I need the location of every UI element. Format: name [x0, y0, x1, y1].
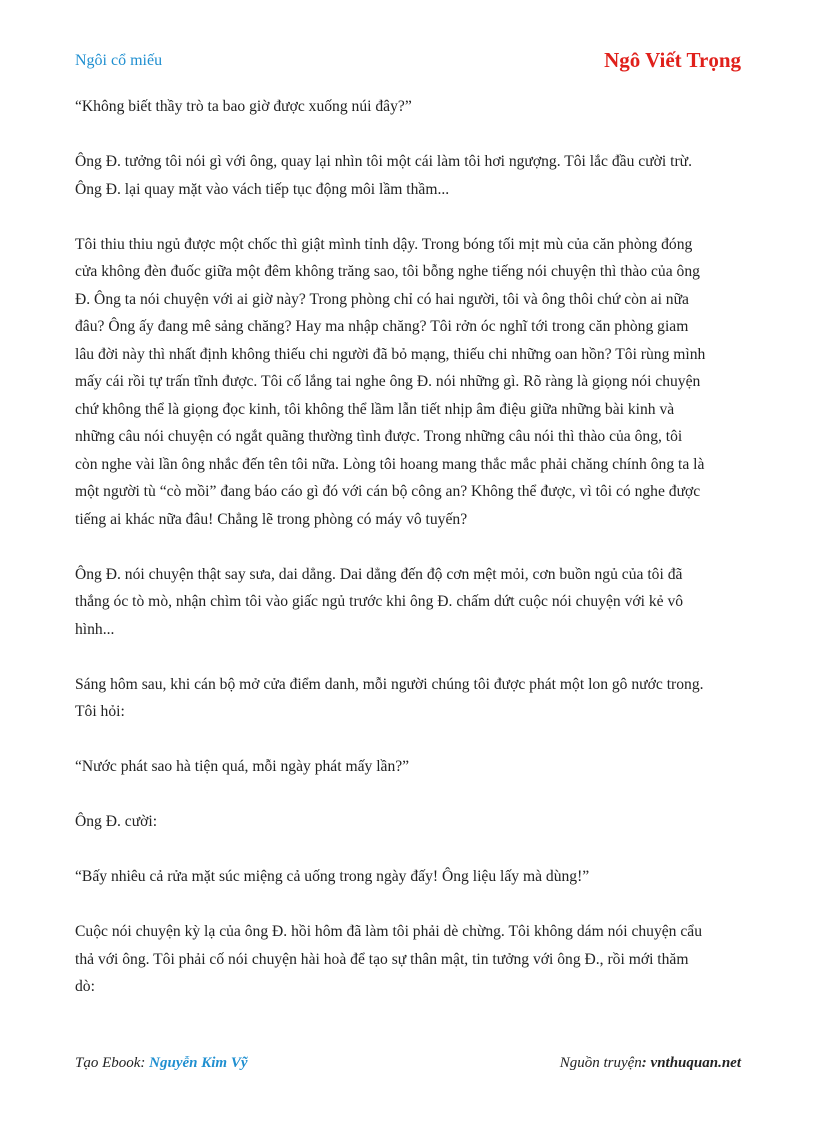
story-text: [75, 93, 747, 1028]
paragraph: [75, 561, 747, 644]
text-line: cửa không đèn đuốc giữa một đêm không trăng sao, tôi bỗng nghe tiếng nói chuyện thì thào của ông: [75, 263, 700, 280]
book-title: Ngôi cổ miếu: [75, 52, 163, 69]
source-site: vnthuquan.net: [650, 1055, 741, 1071]
text-line: Đ. Ông ta nói chuyện với ai giờ này? Trong phòng chỉ có hai người, tôi và ông thôi chứ còn ai nữa: [75, 290, 689, 308]
text-line: Tôi hỏi:: [75, 703, 125, 720]
text-line: lâu đời này thì nhất định không thiếu chi người đã bỏ mạng, thiếu chi những oan hồn? Tôi rùng mình: [75, 345, 706, 363]
text-line: những câu nói chuyện có ngắt quãng thường tình được. Trong những câu nói thì thào của ông, tôi: [75, 428, 683, 445]
ebook-credit: Tạo Ebook: Nguyễn Kim Vỹ: [75, 1055, 248, 1071]
source-label: Nguồn truyện: [559, 1055, 642, 1071]
text-line: dò:: [75, 978, 95, 995]
text-line: chứ không thể là giọng đọc kinh, tôi không thể lầm lẫn tiết nhịp âm điệu giữa những bài kinh và: [75, 400, 675, 418]
paragraph: [75, 148, 747, 203]
text-line: Tôi thiu thiu ngủ được một chốc thì giật mình tỉnh dậy. Trong bóng tối mịt mù của căn phòng đóng: [75, 235, 693, 253]
ebook-creator: Nguyễn Kim Vỹ: [149, 1055, 248, 1071]
text-line: “Nước phát sao hà tiện quá, mỗi ngày phát mấy lần?”: [75, 758, 410, 775]
text-line: Cuộc nói chuyện kỳ lạ của ông Đ. hồi hôm đã làm tôi phải dè chừng. Tôi không dám nói chuyện cẩu: [75, 923, 703, 940]
text-line: Ông Đ. tưởng tôi nói gì với ông, quay lại nhìn tôi một cái làm tôi hơi ngượng. Tôi lắc đầu cười trừ.: [75, 153, 692, 170]
text-line: Ông Đ. lại quay mặt vào vách tiếp tục động môi lầm thầm...: [75, 180, 450, 198]
paragraph: [75, 863, 747, 891]
paragraph: [75, 231, 747, 534]
text-line: Ông Đ. nói chuyện thật say sưa, dai dẳng. Dai dẳng đến độ cơn mệt mỏi, cơn buồn ngủ của tôi đã: [75, 565, 683, 583]
text-line: hình...: [75, 620, 115, 638]
paragraph: [75, 671, 747, 726]
ebook-label: Tạo Ebook: [75, 1055, 141, 1071]
paragraph: [75, 93, 747, 121]
text-line: “Bấy nhiêu cả rửa mặt súc miệng cả uống trong ngày đấy! Ông liệu lấy mà dùng!”: [75, 868, 590, 885]
text-line: mấy cái rồi tự trấn tĩnh được. Tôi cố lắng tai nghe ông Đ. nói những gì. Rõ ràng là giọng nói chuyện: [75, 373, 701, 390]
text-line: Sáng hôm sau, khi cán bộ mở cửa điểm danh, mỗi người chúng tôi được phát một lon gô nước trong.: [75, 675, 704, 693]
text-line: “Không biết thầy trò ta bao giờ được xuống núi đây?”: [75, 98, 412, 115]
text-line: thả với ông. Tôi phải cố nói chuyện hài hoà để tạo sự thân mật, tin tưởng với ông Đ., rồi mới thăm: [75, 950, 689, 968]
paragraph: [75, 918, 747, 1001]
author-name: Ngô Viết Trọng: [604, 48, 741, 72]
source-credit: Nguồn truyện: vnthuquan.net: [559, 1055, 741, 1071]
text-line: thắng óc tò mò, nhận chìm tôi vào giấc ngủ trước khi ông Đ. chấm dứt cuộc nói chuyện với kẻ vô: [75, 593, 684, 610]
paragraph: [75, 753, 747, 781]
text-line: Ông Đ. cười:: [75, 813, 158, 830]
text-line: đâu? Ông ấy đang mê sảng chăng? Hay ma nhập chăng? Tôi rởn óc nghĩ tới trong căn phòng giam: [75, 318, 689, 335]
text-line: còn nghe vài lần ông nhắc đến tên tôi nữa. Lòng tôi hoang mang thắc mắc phải chăng chính ông ta là: [75, 455, 705, 473]
text-line: tiếng ai khác nữa đâu! Chẳng lẽ trong phòng có máy vô tuyến?: [75, 510, 468, 528]
text-line: một người tù “cò mồi” đang báo cáo gì đó với cán bộ công an? Không thể được, vì tôi có nghe được: [75, 483, 701, 500]
paragraph: [75, 808, 747, 836]
